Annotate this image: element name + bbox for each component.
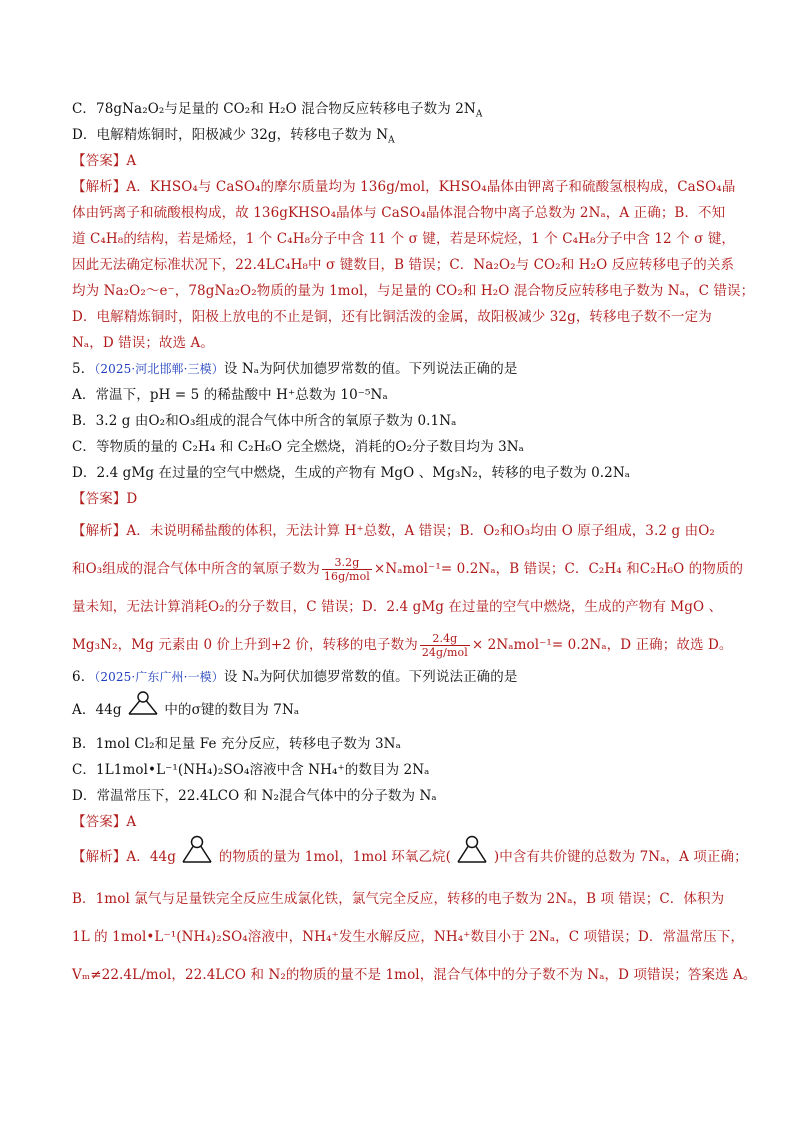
q4-analysis-line: Nₐ，D 错误；故选 A。	[72, 335, 214, 351]
q6-analysis-line: 1L 的 1mol•L⁻¹(NH₄)₂SO₄溶液中，NH₄⁺发生水解反应，NH₄⁺数目小于 2Nₐ，C 项错误；D．常温常压下，	[72, 929, 745, 945]
q5-stem	[72, 356, 732, 382]
q4-analysis-line: 因此无法确定标准状况下，22.4LC₄H₈中 σ 键数目，B 错误；C．Na₂O₂与 CO₂和 H₂O 反应转移电子的关系	[72, 257, 735, 273]
q5-answer: 【答案】D	[72, 491, 138, 507]
q6-analysis-line: Vₘ≠22.4L/mol，22.4LCO 和 N₂的物质的量不是 1mol，混合气体中的分子数不为 Nₐ，D 项错误；答案选 A。	[72, 967, 757, 983]
question-text: 设 Nₐ为阿伏加德罗常数的值。下列说法正确的是	[223, 669, 518, 685]
epoxide-ring-icon	[180, 835, 214, 880]
question-source: （2025·广东广州·一模）	[94, 670, 224, 684]
q6-option-d: D．常温常压下，22.4LCO 和 N₂混合气体中的分子数为 Nₐ	[72, 788, 437, 804]
q6-option-b: B．1mol Cl₂和足量 Fe 充分反应，转移电子数为 3Nₐ	[72, 736, 401, 752]
q5-option-d: D．2.4 gMg 在过量的空气中燃烧，生成的产物有 MgO 、Mg₃N₂，转移的电子数为 0.2Nₐ	[72, 465, 631, 481]
epoxide-ring-icon	[455, 835, 489, 880]
q6-stem	[72, 664, 732, 690]
q4-option-c: C．78gNa₂O₂与足量的 CO₂和 H₂O 混合物反应转移电子数为 $2N_A$	[72, 101, 483, 120]
q5-analysis-line: 和O₃组成的混合气体中所含的氧原子数为 $\frac{3.2g}{\text{16g/mol}}$ ×Nₐmol⁻¹= 0.2Nₐ，B 错误；C．C₂H₄ 和C₂H₆O 的物质的	[72, 556, 744, 583]
q4-option-d: D．电解精炼铜时，阳极减少 32g，转移电子数为 $N_A$	[72, 127, 395, 146]
q5-option-c: C．等物质的量的 C₂H₄ 和 C₂H₆O 完全燃烧，消耗的O₂分子数目均为 3Nₐ	[72, 439, 524, 455]
q4-analysis-line: 体由钙离子和硫酸根构成，故 136gKHSO₄晶体与 CaSO₄晶体混合物中离子总数为 2Nₐ，A 正确；B．不知	[72, 205, 726, 221]
epoxide-ring-icon	[126, 690, 160, 731]
q5-analysis-line: 【解析】A．未说明稀盐酸的体积，无法计算 H⁺总数，A 错误；B．O₂和O₃均由 O 原子组成，3.2 g 由O₂	[72, 523, 715, 539]
q5-option-a: A．常温下，pH = 5 的稀盐酸中 H⁺总数为 10⁻⁵Nₐ	[72, 387, 388, 403]
q6-analysis-line: B．1mol 氯气与足量铁完全反应生成氯化铁，氯气完全反应，转移的电子数为 2Nₐ，B 项 错误；C．体积为	[72, 891, 725, 907]
q4-analysis-line: 道 C₄H₈的结构，若是烯烃，1 个 C₄H₈分子中含 11 个 σ 键，若是环烷烃，1 个 C₄H₈分子中含 12 个 σ 键，	[72, 231, 736, 247]
q5-analysis-line: 量未知，无法计算消耗O₂的分子数目，C 错误；D．2.4 gMg 在过量的空气中燃烧，生成的产物有 MgO 、	[72, 599, 723, 615]
q4-analysis-line: 均为 Na₂O₂～e⁻，78gNa₂O₂物质的量为 1mol，与足量的 CO₂和 H₂O 混合物反应转移电子数为 Nₐ，C 错误；	[72, 283, 755, 299]
q4-analysis-line: D．电解精炼铜时，阳极上放电的不止是铜，还有比铜活泼的金属，故阳极减少 32g，转移电子数不一定为	[72, 309, 712, 325]
document-page	[72, 96, 757, 994]
question-text: 设 Nₐ为阿伏加德罗常数的值。下列说法正确的是	[223, 361, 518, 377]
q6-option-a: A．44g 中的σ键的数目为 7Nₐ	[72, 690, 732, 731]
fraction: $\frac{3.2g}{\text{16g/mol}}$	[323, 556, 370, 583]
q6-answer: 【答案】A	[72, 814, 137, 830]
fraction: $\frac{2.4g}{\text{24g/mol}}$	[421, 632, 468, 659]
q5-option-b: B．3.2 g 由O₂和O₃组成的混合气体中所含的氧原子数为 0.1Nₐ	[72, 413, 457, 429]
q6-option-c: C．1L1mol•L⁻¹(NH₄)₂SO₄溶液中含 NH₄⁺的数目为 2Nₐ	[72, 762, 430, 778]
q4-analysis-line: 【解析】A．KHSO₄与 CaSO₄的摩尔质量均为 136g/mol，KHSO₄晶体由钾离子和硫酸氢根构成，CaSO₄晶	[72, 179, 736, 195]
q4-answer: 【答案】A	[72, 153, 137, 169]
question-number: 6．	[72, 669, 95, 685]
q5-analysis-line: Mg₃N₂，Mg 元素由 0 价上升到+2 价，转移的电子数为 $\frac{2.4g}{\text{24g/mol}}$ × 2Nₐmol⁻¹= 0.2Nₐ，D 正确；故选 D。	[72, 632, 733, 659]
q6-analysis-line: 【解析】A．44g 的物质的量为 1mol，1mol 环氧乙烷( )中含有共价键的总数为 7Nₐ，A 项正确；	[72, 835, 732, 880]
question-source: （2025·河北邯郸·三模）	[94, 362, 224, 376]
question-number: 5．	[72, 361, 95, 377]
